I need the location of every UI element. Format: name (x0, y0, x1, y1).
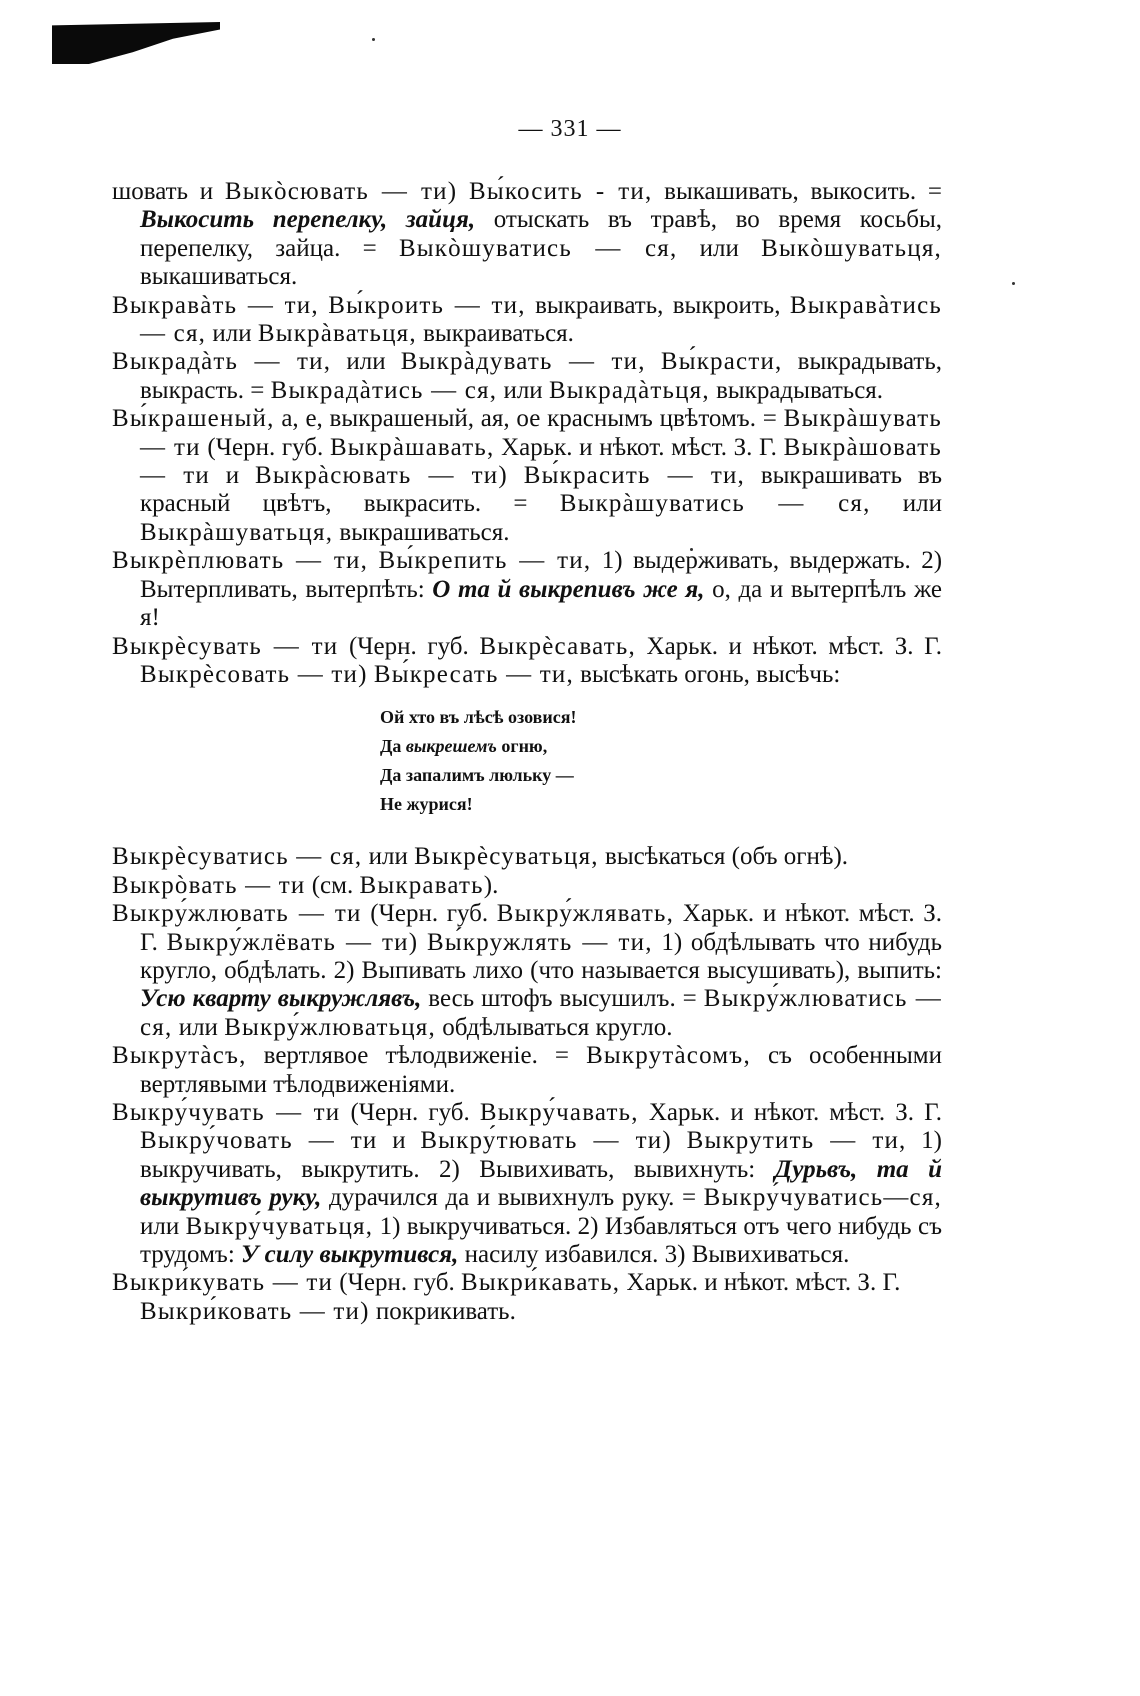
definition-text: высѣкаться (объ огнѣ). (598, 843, 849, 871)
definition-text: а, е, выкрашеный, ая, ое краснымъ цвѣтомъ. = (274, 405, 784, 433)
definition-text: Харьк. и нѣкот. мѣст. З. Г. (140, 900, 943, 956)
definition-text: или (331, 348, 401, 376)
entries-after (112, 843, 942, 1326)
dictionary-entry-vykruzhlyuvaty (112, 900, 942, 1042)
headword: Выкри́кавать, (461, 1269, 621, 1297)
definition-text: выкрадываться. (709, 376, 884, 404)
definition-text: шовать и (112, 178, 225, 205)
headword: Вы́красти, (660, 348, 783, 376)
definition-text: весь штофъ высушилъ. = (421, 985, 704, 1013)
definition-text (319, 292, 328, 319)
dictionary-entry-vykruchuvaty (112, 1099, 942, 1269)
headword: Выкру́чуватьця, (185, 1212, 374, 1240)
definition-text: и (377, 1127, 421, 1155)
definition-text: покрикивать. (369, 1297, 516, 1325)
definition-text: Харьк. и нѣкот. мѣст. З. Г. (494, 433, 784, 461)
definition-text: (Черн. губ. (333, 1269, 461, 1297)
dictionary-entry-vykreplyuvaty (112, 547, 942, 632)
headword: Выкрутàсъ, (112, 1042, 247, 1070)
headword: Вы́кроить — ти, (328, 291, 526, 319)
definition-text: или (206, 320, 258, 348)
dictionary-entry-vykravaty (112, 292, 942, 349)
headword: Выкрèсавать, (479, 632, 636, 660)
headword: Выкрàшавать, (329, 433, 495, 461)
definition-text: или (140, 1212, 186, 1240)
headword: Выкрàсювать — ти) (254, 462, 508, 490)
headword: Выкрòвать — ти (112, 871, 306, 899)
definition-text: (Черн. губ. (340, 1098, 480, 1126)
headword: Вы́крепить — ти, (378, 547, 592, 575)
headword: Выкравать (359, 871, 484, 899)
headword: Выкри́ковать — ти) (140, 1297, 370, 1325)
entries-before (112, 178, 942, 689)
headword: Выкрàшуватись — ся, (559, 490, 871, 518)
definition-text: выкраивать, выкроить, (525, 291, 790, 319)
definition-text: насилу избавился. 3) Вывихиваться. (458, 1241, 850, 1268)
headword: Выкру́човать — ти (140, 1127, 378, 1155)
headword: Вы́крашеный, (112, 405, 275, 433)
dictionary-entry-vykrasheny (112, 405, 942, 547)
headword: Вы́косить - ти, (469, 178, 653, 205)
headword: Выкрутàсомъ, (586, 1042, 751, 1070)
verse-line (380, 761, 942, 790)
definition-text (457, 178, 469, 205)
scan-speck (372, 38, 375, 41)
definition-text: или (870, 490, 943, 518)
page-number: — 331 — (518, 116, 622, 142)
example-quote: выкрешемъ (405, 736, 497, 757)
definition-text: (Черн. губ. (200, 433, 330, 461)
definition-text: выкрашиваться. (333, 518, 510, 546)
example-quote: О та й выкрепивъ же я, (432, 575, 705, 603)
definition-text: или (497, 376, 549, 404)
headword: Выкрàшувать — ти (140, 405, 942, 461)
definition-text: или (172, 1013, 225, 1041)
headword: Выкòшуватись — ся, (398, 234, 678, 262)
verse-line (380, 703, 942, 732)
definition-text: ). (483, 871, 499, 899)
definition-text (672, 1127, 687, 1154)
headword: Вы́кружлять — ти, (427, 928, 653, 956)
headword: Выкрèсуватьця, (414, 843, 599, 871)
headword: Выкру́чувать — ти (112, 1098, 341, 1126)
definition-text: или (677, 234, 762, 262)
headword: Вы́красить — ти, (523, 462, 745, 490)
headword: Выкрèсувать — ти (112, 632, 339, 660)
definition-text: (см. (305, 871, 360, 899)
definition-text: 1) выкручиваться. 2) Избавляться отъ чего нибудь съ трудомъ: (140, 1212, 943, 1268)
headword: Выкру́жлюватьця, (224, 1013, 436, 1041)
example-quote: У силу выкрутився, (241, 1241, 459, 1268)
definition-text: Харьк. и нѣкот. мѣст. З. Г. (620, 1269, 901, 1297)
definition-text: выкашиваться. (140, 263, 298, 291)
headword: Выкри́кувать — ти (112, 1269, 334, 1297)
example-quote: Дурьвъ, та й выкрутивъ руку, (140, 1155, 942, 1212)
dictionary-entry-vykrutas (112, 1042, 942, 1099)
example-quote: Выкосить перепелку, зайця, (140, 206, 476, 234)
definition-text: отыскать въ травѣ, во время косьбы, перепелку, зайца. = (140, 206, 942, 262)
definition-text: обдѣлываться кругло. (435, 1013, 673, 1041)
definition-text: Харьк. и нѣкот. мѣст. З. Г. (635, 632, 942, 660)
scan-speck (1012, 282, 1015, 285)
verse-line (380, 790, 942, 819)
definition-text: дурачился да и вывихнулъ руку. = (321, 1184, 704, 1212)
verse-quote (380, 703, 942, 819)
dictionary-column (112, 178, 942, 1326)
definition-text: или (362, 843, 415, 871)
definition-text: 1) обдѣлывать что нибудь кругло, обдѣлать. 2) Выпивать лихо (что называется высушивать), выпить: (140, 928, 942, 984)
definition-text (646, 348, 661, 375)
definition-text (508, 462, 524, 489)
definition-text: выкашивать, выкосить. = (652, 178, 942, 205)
definition-text: Да запалимъ люльку — (380, 765, 574, 786)
definition-text: Не журися! (380, 794, 473, 815)
headword: Выкрèсовать — ти) (140, 660, 368, 688)
definition-text: Да (380, 736, 406, 757)
definition-text: выкрадывать, выкрасть. = (140, 348, 943, 404)
definition-text: огню, (496, 736, 548, 757)
definition-text: (Черн. губ. (338, 632, 480, 660)
definition-text (418, 929, 427, 956)
dictionary-entry-vykresuvaty (112, 633, 942, 690)
headword: Выкру́жлювать — ти (112, 900, 362, 928)
definition-text: вертлявое тѣлодвиженіе. = (246, 1042, 587, 1070)
dictionary-entry-vykradaty (112, 348, 942, 405)
headword: Выкòсювать — ти) (224, 178, 458, 205)
dictionary-entry-vykosyuvaty-cont (112, 178, 942, 292)
definition-text: выкрашивать въ красный цвѣтъ, выкрасить. = (140, 462, 942, 518)
headword: Выкрадàтьця, (548, 376, 710, 404)
definition-text: Харьк. и нѣкот. мѣст. З. Г. (638, 1098, 942, 1126)
scan-corner-mark (52, 22, 220, 64)
headword: Выкру́жлявать, (496, 900, 675, 928)
headword: Выкрèплювать — ти, (112, 547, 369, 575)
headword: Выкравàть — ти, (112, 291, 319, 319)
headword: Выкрàдувать — ти, (400, 348, 646, 376)
headword: Выкравàтись — ся, (140, 291, 942, 348)
definition-text: 1) выкручивать, выкрутить. 2) Вывихивать, вывихнуть: (140, 1127, 942, 1183)
headword: Выкру́жлюватись — ся, (140, 985, 942, 1041)
dictionary-entry-vykrykuvaty (112, 1269, 942, 1326)
dictionary-entry-vykresuvatys (112, 843, 942, 871)
headword: Выкрàватьця, (257, 320, 417, 348)
definition-text: Ой хто въ лѣсѣ озовися! (380, 707, 577, 728)
headword: Выкру́чавать, (479, 1098, 639, 1126)
headword: Выкрутить — ти, (686, 1127, 907, 1155)
definition-text: 1) выдерживать, выдержать. 2) Вытерпливать, вытерпѣть: (140, 547, 943, 603)
definition-text: (Черн. губ. (361, 900, 497, 928)
headword: Выкòшуватьця, (761, 234, 942, 262)
definition-text (368, 547, 378, 574)
headword: Выкру́тювать — ти) (420, 1127, 672, 1155)
definition-text: и (209, 462, 255, 490)
definition-text: высѣкать огонь, высѣчь: (573, 660, 841, 688)
headword: Вы́кресать — ти, (373, 660, 574, 688)
verse-line (380, 732, 942, 761)
definition-text: о, да и вытерпѣлъ же я! (140, 575, 942, 632)
definition-text: съ особенными вертлявыми тѣлодвиженіями. (140, 1042, 942, 1098)
example-quote: Усю кварту выкружлявъ, (140, 985, 422, 1013)
headword: Выкрадàть — ти, (112, 348, 332, 376)
headword: Выкрèсуватись — ся, (112, 843, 363, 871)
headword: Выкру́чуватись—ся, (703, 1184, 942, 1212)
headword: Выкру́жлёвать — ти) (166, 928, 419, 956)
headword: Выкрадàтись — ся, (270, 376, 498, 404)
definition-text: выкраиваться. (416, 320, 574, 348)
headword: Выкрàшуватьця, (140, 518, 334, 546)
dictionary-entry-vykrovaty (112, 872, 942, 900)
headword: Выкрàшовать — ти (140, 433, 942, 490)
